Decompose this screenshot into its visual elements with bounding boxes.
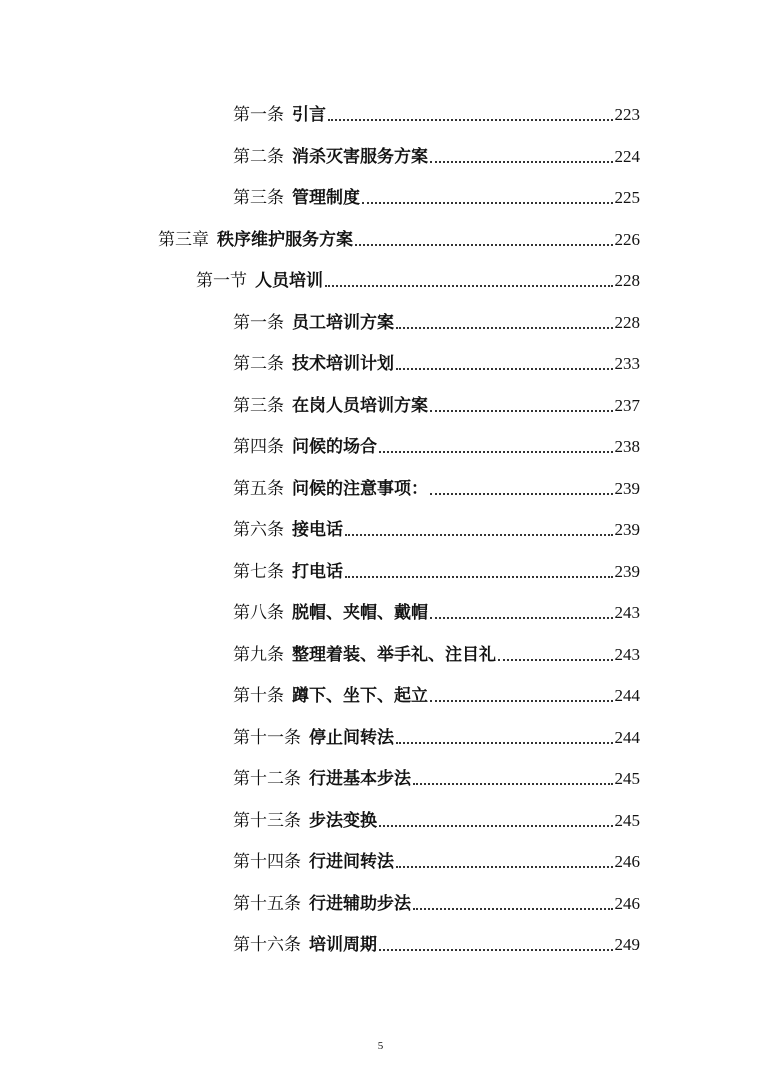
toc-entry-page: 228 (614, 271, 640, 290)
toc-entry-label: 第一条 (233, 312, 284, 333)
page-number: 5 (377, 1040, 384, 1052)
toc-entry-label: 第九条 (233, 644, 284, 665)
toc-entry-label: 第五条 (233, 478, 284, 499)
toc-entry-title: 问候的场合 (292, 437, 377, 457)
dot-leader (379, 450, 613, 453)
toc-entry[interactable] (233, 550, 640, 582)
toc-entry[interactable] (233, 176, 640, 208)
dot-leader (430, 492, 613, 495)
dot-leader (498, 658, 613, 661)
toc-entry-label: 第十二条 (233, 769, 301, 789)
toc-entry-title: 蹲下、坐下、起立 (292, 686, 428, 706)
toc-entry[interactable] (233, 93, 640, 125)
dot-leader (396, 865, 613, 868)
toc-entry-label: 第十五条 (233, 893, 301, 914)
toc-entry-title: 人员培训 (255, 271, 323, 291)
toc-entry[interactable] (233, 467, 640, 499)
dot-leader (430, 409, 613, 412)
toc-entry[interactable] (233, 425, 640, 457)
dot-leader (345, 533, 613, 536)
toc-entry-page: 239 (614, 478, 640, 498)
dot-leader (379, 824, 613, 827)
toc-entry-title: 管理制度 (292, 188, 360, 208)
toc-entry-page: 225 (614, 188, 640, 207)
toc-entry-label: 第三章 (158, 229, 209, 250)
toc-entry-page: 245 (614, 769, 640, 788)
toc-entry[interactable] (233, 591, 640, 623)
toc-entry[interactable] (233, 757, 640, 789)
dot-leader (362, 201, 613, 204)
toc-entry[interactable] (233, 716, 640, 748)
toc-entry-label: 第一节 (196, 271, 247, 291)
toc-entry-page: 238 (614, 437, 640, 456)
toc-entry[interactable] (233, 923, 640, 955)
toc-entry-label: 第二条 (233, 146, 284, 167)
toc-entry[interactable] (233, 674, 640, 706)
toc-entry[interactable] (233, 882, 640, 914)
toc-entry-title: 在岗人员培训方案 (292, 395, 428, 416)
toc-entry-label: 第三条 (233, 395, 284, 416)
toc-entry-title: 员工培训方案 (292, 312, 394, 333)
toc-entry-page: 249 (614, 935, 640, 954)
dot-leader (430, 699, 613, 702)
toc-entry-title: 秩序维护服务方案 (217, 229, 353, 250)
dot-leader (345, 575, 613, 578)
toc-entry-title: 接电话 (292, 520, 343, 540)
toc-entry-label: 第二条 (233, 354, 284, 374)
toc-entry-page: 226 (614, 229, 640, 249)
toc-entry-title: 培训周期 (309, 935, 377, 955)
toc-entry-label: 第八条 (233, 603, 284, 623)
toc-entry-page: 246 (614, 852, 640, 871)
toc-entry-page: 244 (614, 727, 640, 747)
toc-entry[interactable] (158, 218, 640, 250)
toc-entry-page: 239 (614, 520, 640, 539)
toc-entry-title: 步法变换 (309, 810, 377, 831)
toc-entry-label: 第六条 (233, 520, 284, 540)
dot-leader (396, 741, 613, 744)
toc-entry-label: 第十一条 (233, 727, 301, 748)
toc-entry-label: 第四条 (233, 437, 284, 457)
toc-entry[interactable] (233, 135, 640, 167)
toc-entry-page: 239 (614, 561, 640, 581)
toc-entry[interactable] (233, 799, 640, 831)
toc-entry-title: 整理着装、举手礼、注目礼 (292, 644, 496, 665)
toc-entry-title: 行进基本步法 (309, 769, 411, 789)
toc-entry-page: 237 (614, 395, 640, 415)
dot-leader (328, 118, 613, 121)
dot-leader (396, 326, 613, 329)
toc-entry[interactable] (196, 259, 640, 291)
dot-leader (413, 782, 613, 785)
toc-entry-title: 行进辅助步法 (309, 893, 411, 914)
toc-entry[interactable] (233, 508, 640, 540)
dot-leader (325, 284, 613, 287)
toc-entry-title: 引言 (292, 105, 326, 125)
toc-entry-title: 行进间转法 (309, 852, 394, 872)
toc-entry-label: 第七条 (233, 561, 284, 582)
toc-entry-title: 问候的注意事项： (292, 478, 428, 499)
toc-entry[interactable] (233, 301, 640, 333)
toc-entry[interactable] (233, 840, 640, 872)
toc-entry-title: 打电话 (292, 561, 343, 582)
toc-entry[interactable] (233, 633, 640, 665)
dot-leader (430, 616, 613, 619)
toc-entry-label: 第一条 (233, 105, 284, 125)
dot-leader (413, 907, 613, 910)
toc-entry-page: 245 (614, 810, 640, 830)
dot-leader (355, 243, 613, 246)
toc-entry-label: 第三条 (233, 188, 284, 208)
toc-entry-page: 246 (614, 893, 640, 913)
toc-entry-label: 第十四条 (233, 852, 301, 872)
toc-entry-title: 脱帽、夹帽、戴帽 (292, 603, 428, 623)
toc-entry-label: 第十三条 (233, 810, 301, 831)
toc-entry-page: 243 (614, 644, 640, 664)
toc-entry-title: 消杀灭害服务方案 (292, 146, 428, 167)
toc-entry-page: 244 (614, 686, 640, 705)
toc-entry-title: 停止间转法 (309, 727, 394, 748)
dot-leader (379, 948, 613, 951)
dot-leader (396, 367, 613, 370)
toc-entry[interactable] (233, 384, 640, 416)
toc-entry-page: 233 (614, 354, 640, 373)
toc-entry-page: 228 (614, 312, 640, 332)
toc-entry-page: 224 (614, 146, 640, 166)
toc-entry[interactable] (233, 342, 640, 374)
toc-entry-label: 第十六条 (233, 935, 301, 955)
toc-entry-page: 223 (614, 105, 640, 124)
toc-entry-title: 技术培训计划 (292, 354, 394, 374)
toc-entry-label: 第十条 (233, 686, 284, 706)
dot-leader (430, 160, 613, 163)
toc-entry-page: 243 (614, 603, 640, 622)
